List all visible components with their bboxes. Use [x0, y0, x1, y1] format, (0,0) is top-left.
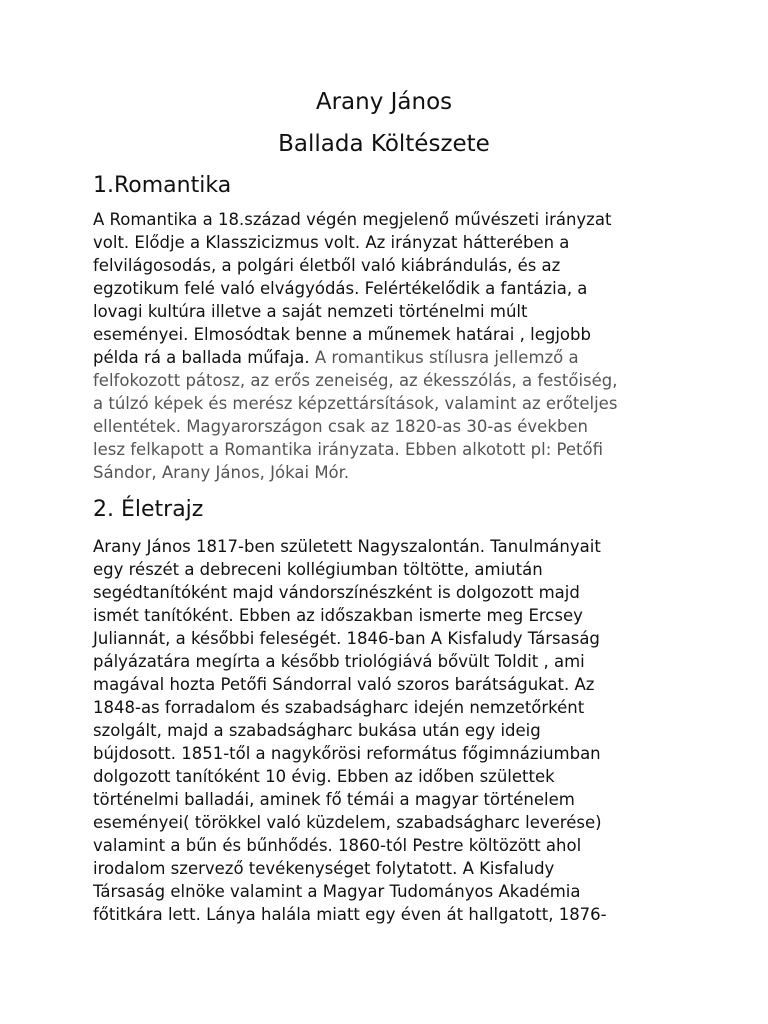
document-subtitle: Ballada Költészete — [278, 131, 490, 157]
paragraph-line: a túlzó képek és merész képzettársítások, valamint az erőteljes — [93, 394, 618, 413]
paragraph-line: felfokozott pátosz, az erős zeneiség, az ékesszólás, a festőiség, — [93, 371, 618, 390]
paragraph-line: pályázatára megírta a később triológiává bővült Toldit , ami — [93, 652, 585, 671]
paragraph-line: segédtanítóként majd vándorszínészként is dolgozott majd — [93, 583, 580, 602]
section-heading-romantika: 1.Romantika — [93, 173, 232, 198]
paragraph-line: történelmi balladái, aminek fő témái a magyar történelem — [93, 790, 575, 809]
section-paragraph-eletrajz — [93, 535, 693, 926]
paragraph-line: felvilágosodás, a polgári életből való kiábrándulás, és az — [93, 256, 561, 275]
paragraph-line: Juliannát, a későbbi feleségét. 1846-ban A Kisfaludy Társaság — [93, 629, 600, 648]
section-heading-eletrajz: 2. Életrajz — [93, 497, 204, 522]
paragraph-line: Társaság elnöke valamint a Magyar Tudományos Akadémia — [93, 882, 581, 901]
paragraph-text-muted: A romantikus stílusra jellemző a — [309, 348, 579, 367]
paragraph-line: ismét tanítóként. Ebben az időszakban ismerte meg Ercsey — [93, 606, 583, 625]
paragraph-line: volt. Elődje a Klasszicizmus volt. Az irányzat hátterében a — [93, 233, 570, 252]
paragraph-line: lovagi kultúra illetve a saját nemzeti történelmi múlt — [93, 302, 528, 321]
paragraph-line: 1848-as forradalom és szabadságharc idején nemzetőrként — [93, 698, 585, 717]
paragraph-line: főtitkára lett. Lánya halála miatt egy éven át hallgatott, 1876- — [93, 905, 607, 924]
paragraph-line: ellentétek. Magyarországon csak az 1820-as 30-as években — [93, 417, 588, 436]
paragraph-line: A Romantika a 18.század végén megjelenő művészeti irányzat — [93, 210, 612, 229]
paragraph-line: lesz felkapott a Romantika irányzata. Ebben alkotott pl: Petőfi — [93, 440, 604, 459]
paragraph-text: példa rá a ballada műfaja. — [93, 348, 310, 367]
section-paragraph-romantika — [93, 208, 693, 484]
paragraph-line: Arany János 1817-ben született Nagyszalontán. Tanulmányait — [93, 537, 601, 556]
paragraph-line: eseményei( törökkel való küzdelem, szabadságharc leverése) — [93, 813, 602, 832]
document-title: Arany János — [315, 89, 453, 115]
paragraph-line: Sándor, Arany János, Jókai Mór. — [93, 463, 350, 482]
paragraph-line: valamint a bűn és bűnhődés. 1860-tól Pestre költözött ahol — [93, 836, 582, 855]
paragraph-line: egzotikum felé való elvágyódás. Felértékelődik a fantázia, a — [93, 279, 588, 298]
paragraph-line: egy részét a debreceni kollégiumban töltötte, amiután — [93, 560, 543, 579]
paragraph-line — [93, 346, 693, 369]
paragraph-line: eseményei. Elmosódtak benne a műnemek határai , legjobb — [93, 325, 591, 344]
paragraph-line: bújdosott. 1851-től a nagykőrösi református főgimnáziumban — [93, 744, 601, 763]
paragraph-line: szolgált, majd a szabadságharc bukása után egy ideig — [93, 721, 541, 740]
paragraph-line: irodalom szervező tevékenységet folytatott. A Kisfaludy — [93, 859, 555, 878]
paragraph-line: magával hozta Petőfi Sándorral való szoros barátságukat. Az — [93, 675, 595, 694]
paragraph-line: dolgozott tanítóként 10 évig. Ebben az időben születtek — [93, 767, 555, 786]
